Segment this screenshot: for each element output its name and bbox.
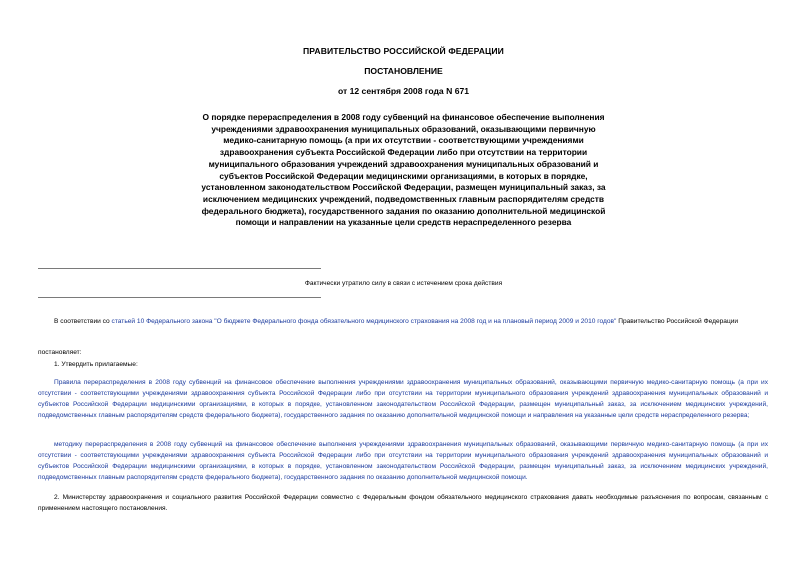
intro-paragraph [38,316,768,327]
document-type-heading: ПОСТАНОВЛЕНИЕ [364,66,443,76]
federal-law-link[interactable]: статьей 10 Федерального закона "О бюджете Федерального фонда обязательного медицинского страхования на 2008 год и на плановый период 2009 и 2010 годов" [111,318,617,325]
methodology-link[interactable]: методику перераспределения в 2008 году субвенций на финансовое обеспечение выполнения учреждениями здравоохранения муниципальных образований, оказывающими первичную медико-санитарную помощь (а при их отсутствии - соответствующими учреждениями здравоохранения субъекта Российской Федерации либо при отсутствии на территории муниципального образования учреждений здравоохранения муниципальных образований и субъектов Российской Федерации медицинскими организациями, в которых в порядке, установленном законодательством Российской Федерации, размещен муниципальный заказ, за исключением медицинских учреждений, подведомственных главным распорядителям средств федерального бюджета), государственного задания по оказанию дополнительной медицинской помощи. [38,441,768,481]
divider-top [38,268,321,269]
resolves-text: постановляет: [38,349,82,356]
government-heading: ПРАВИТЕЛЬСТВО РОССИЙСКОЙ ФЕДЕРАЦИИ [303,46,504,56]
divider-bottom [38,297,321,298]
item-1-text: 1. Утвердить прилагаемые: [54,361,138,368]
rules-link[interactable]: Правила перераспределения в 2008 году субвенций на финансовое обеспечение выполнения учреждениями здравоохранения муниципальных образований, оказывающими первичную медико-санитарную помощь (а при их отсутствии - соответствующими учреждениями здравоохранения субъекта Российской Федерации либо при отсутствии на территории муниципального образования учреждений здравоохранения муниципальных образований и субъектов Российской Федерации медицинскими организациями, в которых в порядке, установленном законодательством Российской Федерации, размещен муниципальный заказ, за исключением медицинских учреждений, подведомственных главным распорядителям средств федерального бюджета), государственного задания по оказанию дополнительной медицинской помощи и направления на указанные цели средств нераспределенного резерва; [38,379,768,419]
intro-suffix: Правительство Российской Федерации [616,318,739,325]
status-note: Фактически утратило силу в связи с истечением срока действия [304,280,503,287]
date-number-heading: от 12 сентября 2008 года N 671 [337,86,470,96]
intro-prefix: В соответствии со [54,318,112,325]
item-2-text: 2. Министерству здравоохранения и социального развития Российской Федерации совместно с Федеральным фондом обязательного медицинского страхования давать необходимые разъяснения по вопросам, связанным с применением настоящего постановления. [38,494,768,512]
document-title: О порядке перераспределения в 2008 году субвенций на финансовое обеспечение выполнения учреждениями здравоохранения муниципальных образований, оказывающими первичную медико-санитарную помощь (а при их отсутствии - соответствующими учреждениями здравоохранения субъекта Российской Федерации либо при отсутствии на территории муниципального образования учреждений здравоохранения муниципальных образований и субъектов Российской Федерации медицинскими организациями, в которых в порядке, установленном законодательством Российской Федерации, размещен муниципальный заказ, за исключением медицинских учреждений, подведомственных главным распорядителям средств федерального бюджета), государственного задания по оказанию дополнительной медицинской помощи и направлении на указанные цели средств нераспределенного резерва [201,112,606,228]
